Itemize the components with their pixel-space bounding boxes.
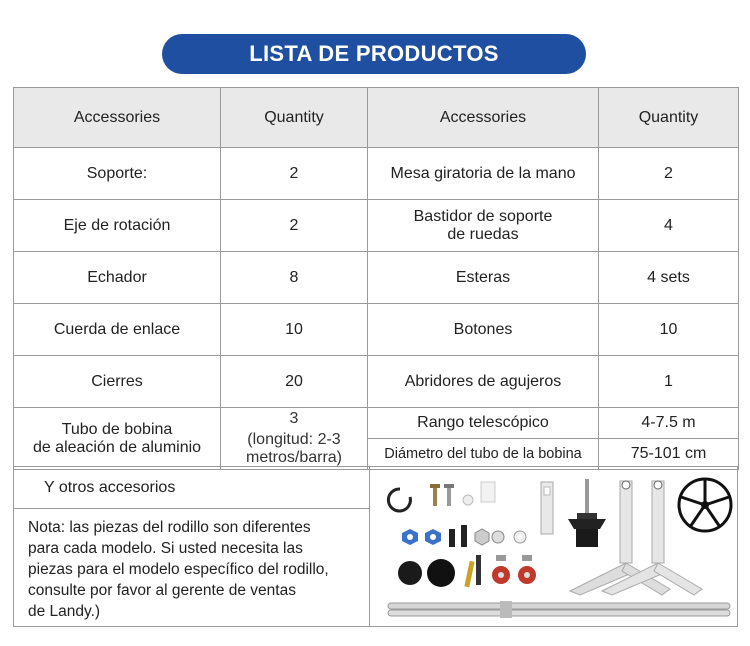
qty-cell: 4 sets xyxy=(599,252,739,304)
note-line: de Landy.) xyxy=(28,603,101,620)
qty-value: 3 xyxy=(289,410,299,427)
tube-icon xyxy=(388,601,730,618)
table-row xyxy=(14,200,739,252)
note-line: para cada modelo. Si usted necesita las xyxy=(28,540,303,557)
qty-cell: 10 xyxy=(599,304,739,356)
spindle-icon xyxy=(568,479,606,547)
bottom-section xyxy=(13,466,738,627)
hand-wheel-icon xyxy=(679,479,731,531)
item-cell: Botones xyxy=(368,304,599,356)
nut-icon xyxy=(402,525,526,547)
header-quantity-right: Quantity xyxy=(599,88,739,148)
other-accessories: Y otros accesorios xyxy=(14,467,369,509)
item-cell: Abridores de agujeros xyxy=(368,356,599,408)
caster-icon xyxy=(492,555,536,584)
spacer-icon xyxy=(481,482,495,502)
note-line: piezas para el modelo específico del rodillo, xyxy=(28,561,329,578)
item-line: Bastidor de soporte xyxy=(413,207,553,225)
note-line: Nota: las piezas del rodillo son diferentes xyxy=(28,519,311,536)
washer-icon xyxy=(463,495,473,505)
item-cell xyxy=(14,408,221,470)
snap-ring-icon xyxy=(388,489,410,511)
header-accessories-right: Accessories xyxy=(368,88,599,148)
item-cell: Cuerda de enlace xyxy=(14,304,221,356)
accessories-photo xyxy=(370,467,737,626)
table-row xyxy=(14,304,739,356)
item-cell: Mesa giratoria de la mano xyxy=(368,148,599,200)
header-accessories-left: Accessories xyxy=(14,88,221,148)
item-line: de ruedas xyxy=(447,225,519,243)
item-cell: Soporte: xyxy=(14,148,221,200)
item-line: de aleación de aluminio xyxy=(32,438,202,456)
notes-column xyxy=(14,467,370,626)
item-cell: Echador xyxy=(14,252,221,304)
table-row xyxy=(14,408,739,439)
note-line: consulte por favor al gerente de ventas xyxy=(28,582,296,599)
qty-cell xyxy=(221,408,368,470)
item-line: Tubo de bobina xyxy=(61,420,173,438)
item-cell xyxy=(368,200,599,252)
item-cell: Cierres xyxy=(14,356,221,408)
banner-title: LISTA DE PRODUCTOS xyxy=(162,34,586,74)
qty-cell: 1 xyxy=(599,356,739,408)
qty-cell: 8 xyxy=(221,252,368,304)
qty-note: (longitud: 2-3 metros/barra) xyxy=(245,431,343,466)
item-cell: Rango telescópico xyxy=(368,408,599,439)
qty-cell: 2 xyxy=(599,148,739,200)
screw-icon xyxy=(430,484,454,506)
qty-cell: 4 xyxy=(599,200,739,252)
item-cell: Eje de rotación xyxy=(14,200,221,252)
qty-cell: 2 xyxy=(221,148,368,200)
qty-cell: 75-101 cm xyxy=(599,439,739,470)
table-row xyxy=(14,148,739,200)
bracket-icon xyxy=(541,482,553,534)
qty-cell: 4-7.5 m xyxy=(599,408,739,439)
note-text xyxy=(28,517,364,622)
table-row xyxy=(14,252,739,304)
accessories-illustration xyxy=(370,467,737,626)
item-cell: Diámetro del tubo de la bobina xyxy=(368,439,599,470)
item-cell: Esteras xyxy=(368,252,599,304)
header-quantity-left: Quantity xyxy=(221,88,368,148)
qty-cell: 10 xyxy=(221,304,368,356)
table-row xyxy=(14,356,739,408)
button-icon xyxy=(398,555,481,587)
product-table xyxy=(13,87,739,470)
table-header-row xyxy=(14,88,739,148)
qty-cell: 20 xyxy=(221,356,368,408)
qty-cell: 2 xyxy=(221,200,368,252)
